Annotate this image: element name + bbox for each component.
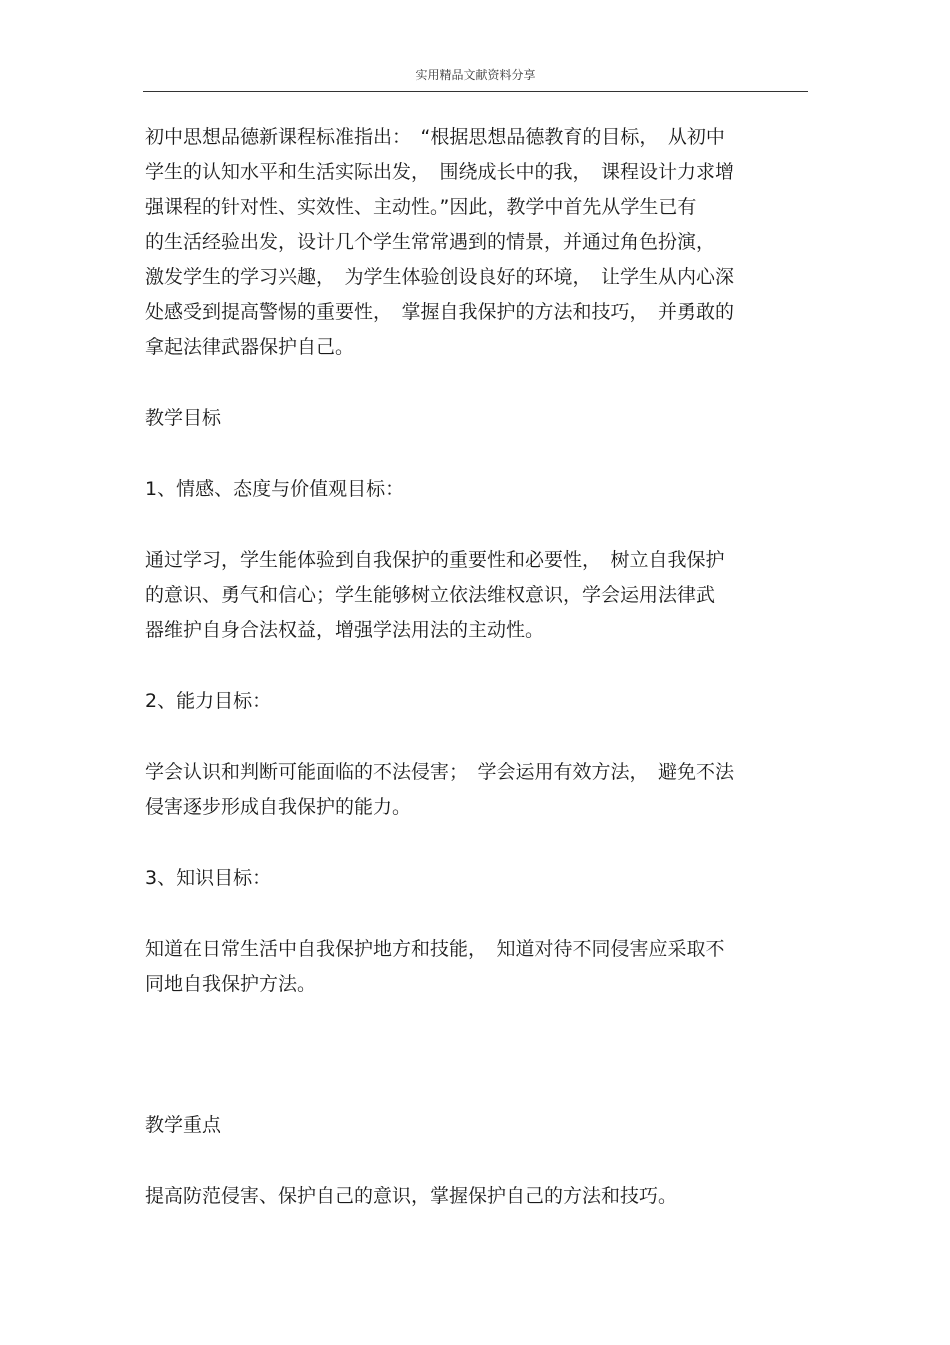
- text-line: 侵害逐步形成自我保护的能力。: [145, 796, 412, 818]
- goal3-paragraph: [145, 932, 813, 1002]
- section-heading-objectives: 教学目标: [145, 407, 222, 429]
- text-line: 的生活经验出发，设计几个学生常常遇到的情景，并通过角色扮演，: [145, 231, 716, 253]
- text-line: 器维护自身合法权益，增强学法用法的主动性。: [145, 619, 545, 641]
- document-body: [145, 120, 813, 1214]
- text-line: 拿起法律武器保护自己。: [145, 336, 355, 358]
- text-line: 初中思想品德新课程标准指出： “根据思想品德教育的目标， 从初中: [145, 126, 725, 148]
- goal2-title: 2、能力目标：: [145, 690, 272, 712]
- header-title: 实用精品文献资料分享: [415, 68, 536, 82]
- goal3-title: 3、知识目标：: [145, 867, 272, 889]
- text-line: 学生的认知水平和生活实际出发， 围绕成长中的我， 课程设计力求增: [145, 161, 735, 183]
- text-line: 强课程的针对性、实效性、主动性。”因此，教学中首先从学生已有: [145, 196, 697, 218]
- text-line: 激发学生的学习兴趣， 为学生体验创设良好的环境， 让学生从内心深: [145, 266, 735, 288]
- section-heading-key-points: 教学重点: [145, 1114, 222, 1136]
- text-line: 通过学习，学生能体验到自我保护的重要性和必要性， 树立自我保护: [145, 549, 725, 571]
- text-line: 知道在日常生活中自我保护地方和技能， 知道对待不同侵害应采取不: [145, 938, 725, 960]
- text-line: 学会认识和判断可能面临的不法侵害； 学会运用有效方法， 避免不法: [145, 761, 735, 783]
- intro-paragraph: [145, 120, 813, 365]
- text-line: 处感受到提高警惕的重要性， 掌握自我保护的方法和技巧， 并勇敢的: [145, 301, 735, 323]
- text-line: 的意识、勇气和信心；学生能够树立依法维权意识，学会运用法律武: [145, 584, 716, 606]
- page-header: [143, 62, 808, 92]
- text-line: 同地自我保护方法。: [145, 973, 317, 995]
- goal2-paragraph: [145, 755, 813, 825]
- key-points-text: 提高防范侵害、保护自己的意识，掌握保护自己的方法和技巧。: [145, 1185, 678, 1207]
- goal1-title: 1、情感、态度与价值观目标：: [145, 478, 405, 500]
- goal1-paragraph: [145, 543, 813, 648]
